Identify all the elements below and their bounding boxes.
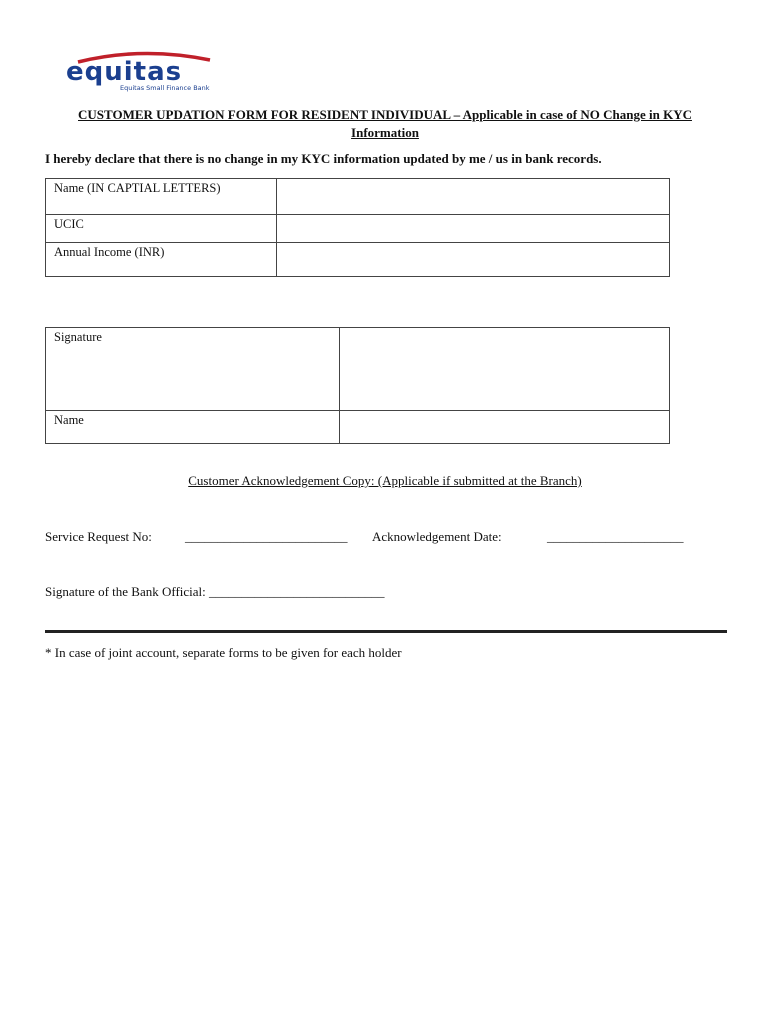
ucic-field[interactable] [277,215,670,243]
service-request-label: Service Request No: [45,529,152,544]
name-field[interactable] [277,179,670,215]
acknowledgement-title: Customer Acknowledgement Copy: (Applicable if submitted at the Branch) [188,473,582,488]
service-request-field[interactable]: _________________________ [185,529,348,544]
footnote: * In case of joint account, separate forms to be given for each holder [45,645,402,660]
form-title [40,106,730,142]
table-row [46,243,670,277]
acknowledgement-date-field[interactable]: _____________________ [547,529,684,544]
signatory-name-label: Name [46,411,340,444]
table-row [46,179,670,215]
annual-income-field[interactable] [277,243,670,277]
equitas-logo [64,48,220,94]
signature-label: Signature [46,328,340,411]
equitas-logo-graphic [64,48,220,94]
signatory-name-field[interactable] [340,411,670,444]
acknowledgement-date-label: Acknowledgement Date: [372,529,502,544]
table-row [46,328,670,411]
signature-table [45,327,670,444]
declaration-text: I hereby declare that there is no change in my KYC information updated by me / us in bank records. [45,151,602,166]
form-title-line-2: Information [351,125,419,140]
customer-details-table [45,178,670,277]
logo-brand-text: equitas [66,57,183,87]
table-row [46,411,670,444]
bank-official-signature-line[interactable]: Signature of the Bank Official: ___________________________ [45,584,385,599]
annual-income-label: Annual Income (INR) [46,243,277,277]
ucic-label: UCIC [46,215,277,243]
signature-field[interactable] [340,328,670,411]
table-row [46,215,670,243]
form-title-line-1: CUSTOMER UPDATION FORM FOR RESIDENT INDIVIDUAL – Applicable in case of NO Change in KYC [78,107,692,122]
divider [45,630,727,633]
name-label: Name (IN CAPTIAL LETTERS) [46,179,277,215]
logo-tagline: Equitas Small Finance Bank [120,84,210,92]
